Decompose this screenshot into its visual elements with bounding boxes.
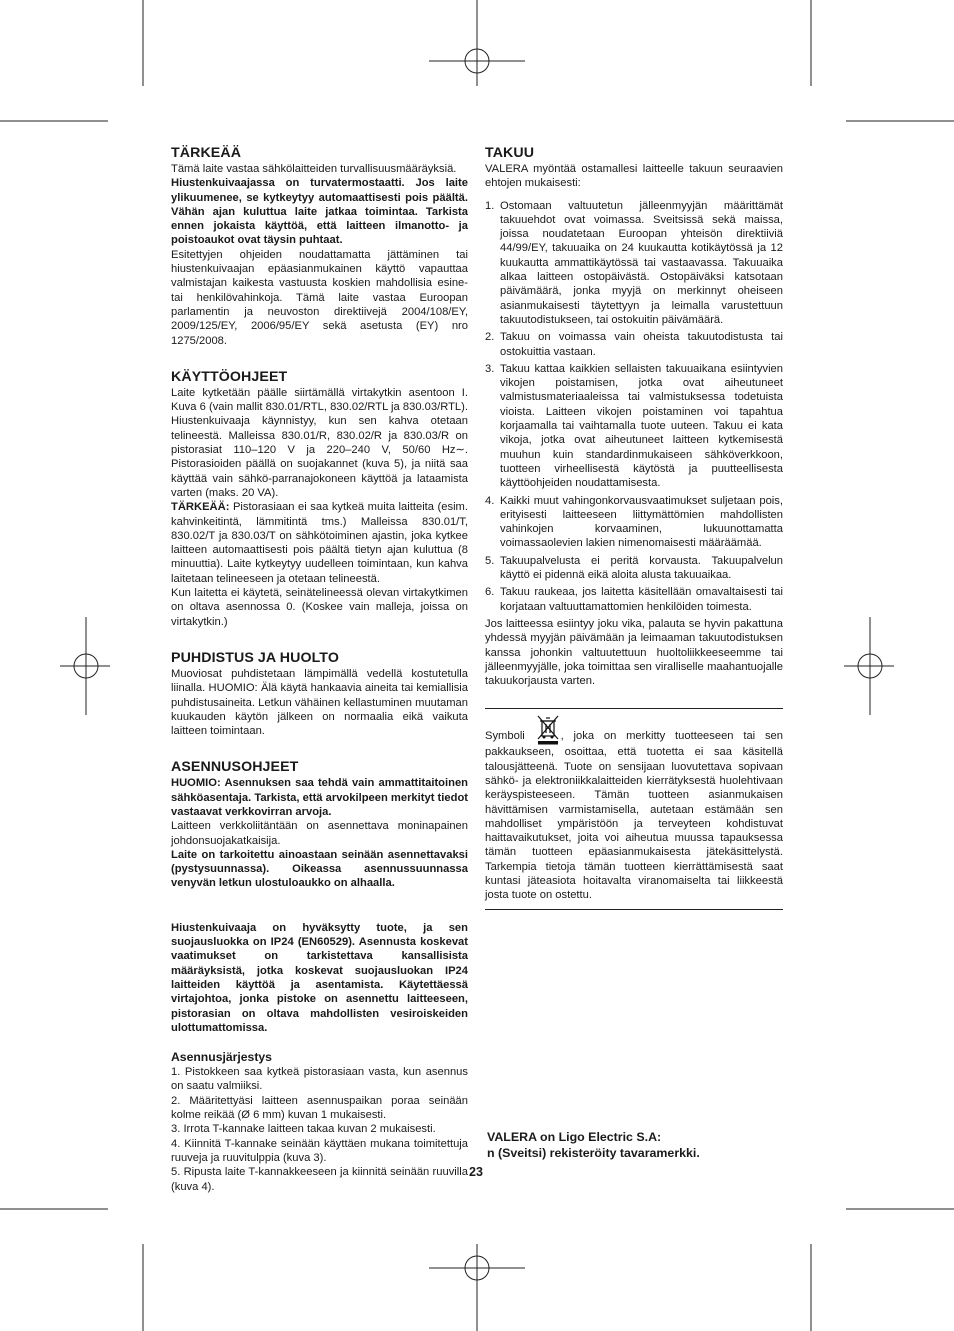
- kaytto-p2: [171, 500, 468, 586]
- list-item: 1. Pistokkeen saa kytkeä pistorasiaan vasta, kun asennus on saatu valmiiksi.: [171, 1066, 468, 1093]
- weee-text-after: , joka on merkitty tuotteeseen tai sen pakkaukseen, osoittaa, että tuotetta ei saa käsitellä talousjätteenä. Tuote on sensijaan luovutettava sopivaan sähkö- ja elektroniikkalaitteiden kierrätyksestä huolehtivaan keräyspisteeseen. Tämän tuotteen asianmukaisen hävittämisen varmistamisella, autetaan estämään sen mahdolliset ympäristöön ja terveyteen kohdistuvat haittavaikutukset, joita voi aiheutua muussa tapauksessa tämän tuotteen epäasianmukaisesta jätekäsittelystä. Tarkempia tietoja tämän tuotteen kierrättämisestä saat kuntasi jäteasiota hoitavalta viranomaiselta tai liikkeestä josta tuote on ostettu.: [485, 730, 783, 902]
- list-item: 2. Määritettyäsi laitteen asennuspaikan poraa seinään kolme reikää (Ø 6 mm) kuvan 1 mukaisesti.: [171, 1094, 468, 1122]
- tarkeaa-p3: Esitettyjen ohjeiden noudattamatta jättäminen tai hiustenkuivaajan epäasianmukainen käyttö vapauttaa valmistajan kaikesta vastuusta koskien mahdollisia esine- tai henkilövahinkoja. Tämä laite vastaa Euroopan parlamentin ja neuvoston direktiivejä 2004/108/EY, 2009/125/EY, 2006/95/EY sekä asetusta (EY) nro 1275/2008.: [171, 248, 468, 347]
- section-asennus: [171, 758, 468, 1193]
- heading-asennusjarjestys: Asennusjärjestys: [171, 1050, 272, 1065]
- asennus-p3: Laite on tarkoitettu ainoastaan seinään asennettavaksi (pystysuunnassa). Oikeassa asennussuunnassa venyvän letkun ulostuloaukko on alhaalla.: [171, 848, 468, 890]
- kaytto-p1: Laite kytketään päälle siirtämällä virtakytkin asentoon I. Kuva 6 (vain mallit 830.01/RTL, 830.02/RTL ja 830.03/RTL). Hiustenkuivaaja käynnistyy, kun sen kahva otetaan telineestä. Malleissa 830.01/R, 830.02/R ja 830.03/R on pistorasiat 110–120 V ja 220–240 V, 50/60 Hz∼. Pistorasioiden päällä on suojakannet (kuva 5), ja niitä saa käyttää vain sähkö-parranajokoneen käyttöä ja lataamista varten (maks. 20 VA).: [171, 386, 468, 499]
- item-number: 6.: [485, 586, 495, 599]
- item-text: Takuupalvelusta ei peritä korvausta. Takuupalvelun käyttö ei pidennä eikä aloita alusta takuuaikaa.: [500, 554, 783, 582]
- kaytto-p3: Kun laitetta ei käytetä, seinätelineessä olevan virtakytkimen on oltava asennossa 0. (Koskee vain malleja, joissa on virtakytkin.): [171, 587, 468, 628]
- asennus-steps: [171, 1065, 468, 1194]
- item-number: 4.: [485, 494, 495, 507]
- puhdistus-p1: Muoviosat puhdistetaan lämpimällä vedellä kostutetulla liinalla. HUOMIO: Älä käytä hankaavia aineita tai kemiallisia puhdistusaineita. Letkun vähäinen kellastuminen muutaman kuukauden käytön jälkeen on normaalia eikä vaikuta laitteen toimintaan.: [171, 667, 468, 738]
- asennus-p2: Laitteen verkkoliitäntään on asennettava moninapainen johdonsuojakatkaisija.: [171, 820, 468, 847]
- kaytto-p2-text: Pistorasiaan ei saa kytkeä muita laitteita (esim. kahvinkeitintä, lämmitintä tms.) Malleissa 830.01/T, 830.02/T ja 830.03/T on sähkötoiminen ajastin, joka kytkee laitteen automaattisesti pois päältä tietyn ajan kuluttua (8 minuuttia). Laite kytkeytyy uudelleen toimintaan, kun kahva laitetaan telineeseen ja otetaan telineestä.: [171, 501, 468, 585]
- list-item: [485, 362, 783, 491]
- item-text: Takuu kattaa kaikkien sellaisten takuuaikana esiintyvien vikojen poistamisen, jotka ovat aiheutuneet valmistusmateriaaleissa tai valmistuksessa todetuista vioista. Laitteen vikojen poistaminen voi tapahtua korjaamalla tai vaihtamalla tuote uuteen. Takuu ei kata vikoja, jotka ovat aiheutuneet laitteen kytkemisestä muuhun kuin standardinmukaiseen sähköverkkoon, tuotteen virheellisestä käytöstä ja puutteellisesta käyttöohjeiden noudattamisesta.: [500, 362, 783, 490]
- right-column: [485, 144, 783, 910]
- list-item: [485, 330, 783, 359]
- crossed-bin-icon: [537, 715, 559, 745]
- list-item: 3. Irrota T-kannake laitteen takaa kuvan 2 mukaisesti.: [171, 1123, 436, 1136]
- kaytto-p2-label: TÄRKEÄÄ:: [171, 501, 230, 514]
- tarkeaa-p2: Hiustenkuivaajassa on turvatermostaatti. Jos laite ylikuumenee, se kytkeytyy automaattisesti pois päältä. Vähän ajan kuluttua laite jatkaa toimintaa. Tarkista ennen jokaista käyttöä, että laitteen ilmanotto- ja poistoaukot ovat täysin puhtaat.: [171, 177, 468, 247]
- tarkeaa-p1: Tämä laite vastaa sähkölaitteiden turvallisuusmääräyksiä.: [171, 163, 457, 175]
- heading-takuu: TAKUU: [485, 145, 535, 161]
- weee-text: [485, 715, 783, 902]
- item-number: 5.: [485, 554, 495, 567]
- weee-text-before: Symboli: [485, 730, 535, 743]
- trademark-note: [487, 1130, 787, 1161]
- section-kaytto: [171, 368, 468, 629]
- list-item: [485, 585, 783, 614]
- item-text: Takuu raukeaa, jos laitetta käsitellään omavaltaisesti tai korjataan valtuuttamattomien henkilöiden toimesta.: [500, 586, 783, 613]
- trademark-line-2: n (Sveitsi) rekisteröity tavaramerkki.: [487, 1145, 700, 1160]
- heading-tarkeaa: TÄRKEÄÄ: [171, 145, 242, 161]
- item-number: 2.: [485, 331, 495, 344]
- divider-bottom: [485, 909, 783, 910]
- list-item: 4. Kiinnitä T-kannake seinään käyttäen mukana toimitettuja ruuveja ja ruuvitulppia (kuva 3).: [171, 1137, 468, 1164]
- left-column: [171, 144, 468, 1214]
- page-number: 23: [469, 1165, 483, 1179]
- item-text: Ostomaan valtuutetun jälleenmyyjän määrittämät takuuehdot ovat voimassa. Sveitsissä sekä maissa, joissa noudatetaan Euroopan yhteisön direktiiviä 44/99/EY, takuuaika on 24 kuukautta kotikäytössä ja 12 kuukautta ammattikäytössä tai vastaavassa. Takuuaika alkaa laitteen ostopäivästä. Ostopäiväksi katsotaan päivämäärä, jonka myyjä on merkinnyt oheiseen asianmukaisesti täytettyyn ja leimalla varustettuun takuutodistukseen, tai ostokuitin päivämäärä.: [500, 199, 783, 326]
- heading-puhdistus: PUHDISTUS JA HUOLTO: [171, 649, 339, 666]
- section-takuu: [485, 144, 783, 688]
- item-number: 1.: [485, 199, 495, 212]
- item-number: 3.: [485, 362, 495, 375]
- section-puhdistus: [171, 649, 468, 738]
- takuu-intro: VALERA myöntää ostamallesi laitteelle takuun seuraavien ehtojen mukaisesti:: [485, 163, 783, 190]
- list-item: 5. Ripusta laite T-kannakkeeseen ja kiinnitä seinään ruuvilla (kuva 4).: [171, 1166, 468, 1193]
- takuu-outro: Jos laitteessa esiintyy joku vika, palauta se hyvin pakattuna yhdessä myyjän päivämään ja leimaaman takuutodistuksen kanssa johonkin valtuutettuun huoltoliikkeeseemme tai jälleenmyyjälle, joka toimittaa sen viralliselle maahantuojalle takuukorjausta varten.: [485, 617, 783, 688]
- asennus-p4: Hiustenkuivaaja on hyväksytty tuote, ja sen suojausluokka on IP24 (EN60529). Asennusta koskevat vaatimukset on tarkistettava kansallisista määräyksistä, jotka koskevat suojausluokan IP24 laitteiden käyttöä ja asentamista. Käytettäessä virtajohtoa, jonka pistoke on asennettu laitteeseen, pistorasian on oltava mahdollisten vesiroiskeiden ulottumattomissa.: [171, 921, 468, 1034]
- heading-kaytto: KÄYTTÖOHJEET: [171, 368, 288, 385]
- list-item: [485, 554, 783, 583]
- asennus-p1: HUOMIO: Asennuksen saa tehdä vain ammattitaitoinen sähköasentaja. Tarkista, että arvokilpeen merkityt tiedot vastaavat verkkovirran arvoja.: [171, 777, 468, 818]
- item-text: Takuu on voimassa vain oheista takuutodistusta tai ostokuittia vastaan.: [500, 331, 783, 358]
- section-tarkeaa: [171, 144, 468, 348]
- section-weee: [485, 709, 783, 902]
- heading-asennus: ASENNUSOHJEET: [171, 759, 299, 776]
- list-item: [485, 494, 783, 551]
- list-item: [485, 199, 783, 328]
- item-text: Kaikki muut vahingonkorvausvaatimukset suljetaan pois, erityisesti laitteeseen liittymättömien mahdollisten vahinkojen korvaaminen, lukuunottamatta voimassaolevien lakien nimenomaisesti määräämää.: [500, 494, 783, 550]
- takuu-list: [485, 199, 783, 614]
- trademark-line-1: VALERA on Ligo Electric S.A:: [487, 1130, 662, 1144]
